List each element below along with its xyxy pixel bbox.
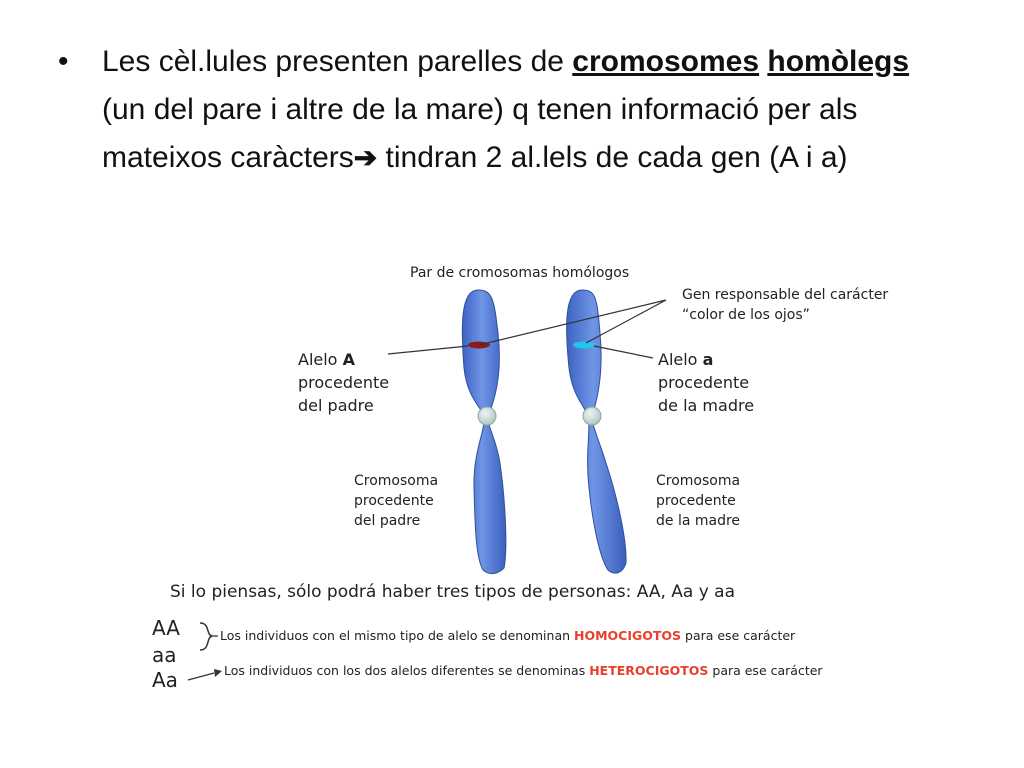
genotype-Aa: Aa (152, 668, 178, 692)
left-allele-symbol: A (342, 350, 355, 369)
homozygous-definition (220, 628, 795, 643)
right-allele-line3: de la madre (658, 396, 755, 415)
heterozygous-keyword: HETEROCIGOTOS (589, 663, 709, 678)
right-chromosome-line1: Cromosoma (656, 473, 741, 489)
bullet-text (102, 38, 918, 182)
left-allele-pre: Alelo (298, 350, 343, 369)
heterozygous-post: para ese carácter (708, 663, 823, 678)
pointer-allele-a (594, 346, 653, 358)
homozygous-keyword: HOMOCIGOTOS (574, 628, 682, 643)
right-allele-symbol: a (702, 350, 714, 369)
left-allele-label (298, 348, 355, 371)
right-allele-pre: Alelo (658, 350, 703, 369)
left-allele-line2: procedente (298, 373, 390, 392)
genotype-AA: AA (152, 616, 180, 640)
chromosome-right (567, 290, 626, 573)
centromere-left (478, 407, 496, 425)
genotype-aa: aa (152, 643, 177, 667)
arrow-icon: ➔ (353, 142, 378, 173)
right-allele-label (658, 348, 713, 371)
bullet-text-pre: Les cèl.lules presenten parelles de (102, 45, 573, 78)
bullet-paragraph (58, 38, 918, 182)
summary-sentence: Si lo piensas, sólo podrá haber tres tipos de personas: AA, Aa y aa (170, 582, 736, 602)
bullet-marker: • (58, 45, 69, 78)
arrow-heterozygous-head (214, 669, 222, 677)
centromere-right (583, 407, 601, 425)
right-allele-line2: procedente (658, 373, 750, 392)
left-chromosome-line3: del padre (354, 513, 421, 529)
arrow-heterozygous-line (188, 673, 214, 680)
gene-label-line1: Gen responsable del carácter (682, 287, 889, 303)
figure-title: Par de cromosomas homólogos (410, 265, 630, 281)
left-chromosome-line1: Cromosoma (354, 473, 439, 489)
left-allele-line3: del padre (298, 396, 374, 415)
right-chromosome-line3: de la madre (656, 513, 741, 529)
homozygous-post: para ese carácter (681, 628, 796, 643)
brace-homozygous (200, 623, 212, 650)
chromosome-figure (148, 258, 938, 698)
bullet-text-mid: (un del pare i altre de la mare) q tenen informació per als mateixos caràcters (102, 93, 858, 174)
homozygous-pre: Los individuos con el mismo tipo de alelo se denominan (220, 628, 574, 643)
term-homolegs: homòlegs (767, 45, 910, 78)
gene-label-line2: “color de los ojos” (682, 307, 810, 323)
heterozygous-pre: Los individuos con los dos alelos diferentes se denominas (224, 663, 590, 678)
heterozygous-definition (224, 663, 823, 678)
allele-a-band (573, 342, 595, 349)
left-chromosome-line2: procedente (354, 493, 434, 509)
right-chromosome-line2: procedente (656, 493, 736, 509)
term-cromosomes: cromosomes (572, 45, 760, 78)
bullet-text-post: tindran 2 al.lels de cada gen (A i a) (377, 141, 848, 174)
chromosome-left (462, 290, 506, 574)
pointer-allele-A (388, 346, 468, 354)
